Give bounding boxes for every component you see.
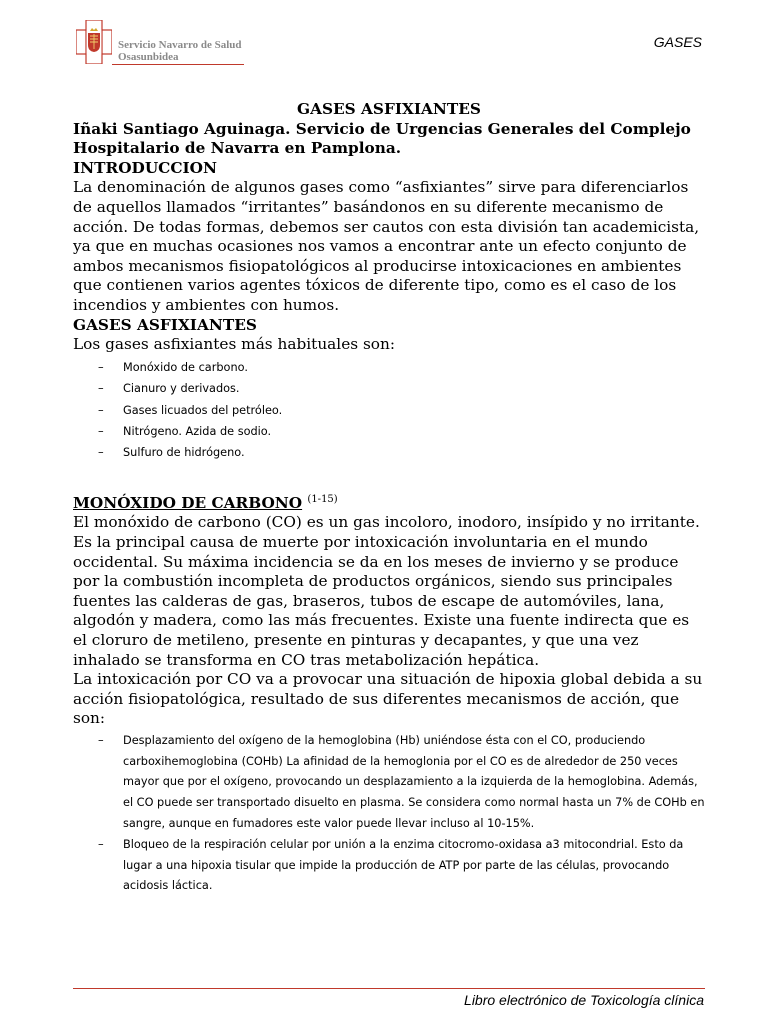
org-name-line1: Servicio Navarro de Salud <box>118 39 242 51</box>
list-item-text: Monóxido de carbono. <box>123 360 248 374</box>
list-item-text: Gases licuados del petróleo. <box>123 403 283 417</box>
navarra-cross-icon <box>76 20 112 62</box>
running-header-title: GASES <box>653 34 702 50</box>
gases-list <box>73 357 705 464</box>
dash-bullet: – <box>98 733 104 747</box>
list-item-text: Cianuro y derivados. <box>123 382 240 396</box>
co-mechanisms-list <box>73 731 705 897</box>
section-spacer <box>73 464 705 494</box>
header-rule <box>112 64 244 65</box>
list-item <box>73 421 705 442</box>
list-item <box>73 400 705 421</box>
dash-bullet: – <box>98 446 104 460</box>
co-paragraph-2: La intoxicación por CO va a provocar una situación de hipoxia global debida a su acción fisiopatológica, resultado de sus diferentes mecanismos de acción, que son: <box>73 670 703 728</box>
author-line: Iñaki Santiago Aguinaga. Servicio de Urgencias Generales del Complejo Hospitalario de Navarra en Pamplona. <box>73 119 691 158</box>
document-body <box>73 100 705 897</box>
gases-heading: GASES ASFIXIANTES <box>73 315 257 334</box>
list-item <box>73 442 705 463</box>
dash-bullet: – <box>98 360 104 374</box>
list-item-text: Nitrógeno. Azida de sodio. <box>123 424 272 438</box>
dash-bullet: – <box>98 424 104 438</box>
org-name <box>118 39 242 63</box>
list-item-text: Bloqueo de la respiración celular por unión a la enzima citocromo-oxidasa a3 mitocondrial. Esto da lugar a una hipoxia tisular que impide la producción de ATP por parte de las células, provocando acidosis láctica. <box>123 837 684 893</box>
list-item <box>73 378 705 399</box>
footer-rule <box>73 988 705 989</box>
list-item <box>73 357 705 378</box>
intro-paragraph: La denominación de algunos gases como “asfixiantes” sirve para diferenciarlos de aquellos llamados “irritantes” basándonos en su diferente mecanismo de acción. De todas formas, debemos ser cautos con esta división tan academicista, ya que en muchas ocasiones nos vamos a encontrar ante un efecto conjunto de ambos mecanismos fisiopatológicos al producirse intoxicaciones en ambientes que contienen varios agentes tóxicos de diferente tipo, como es el caso de los incendios y ambientes con humos. <box>73 178 700 314</box>
document-title: GASES ASFIXIANTES <box>297 100 481 118</box>
co-heading-line <box>73 494 705 514</box>
org-logo <box>76 20 242 63</box>
intro-heading: INTRODUCCION <box>73 158 217 177</box>
list-item <box>73 835 705 897</box>
dash-bullet: – <box>98 382 104 396</box>
dash-bullet: – <box>98 403 104 417</box>
co-heading: MONÓXIDO DE CARBONO <box>73 493 303 512</box>
gases-intro: Los gases asfixiantes más habituales son: <box>73 335 396 354</box>
list-item-text: Sulfuro de hidrógeno. <box>123 446 245 460</box>
org-name-line2: Osasunbidea <box>118 51 179 63</box>
page-header <box>0 0 768 80</box>
list-item-text: Desplazamiento del oxígeno de la hemoglobina (Hb) uniéndose ésta con el CO, produciendo carboxihemoglobina (COHb) La afinidad de la hemoglonia por el CO es de alrededor de 250 veces mayor que por el oxígeno, provocando un desplazamiento a la izquierda de la hemoglobina. Además, el CO puede ser transportado disuelto en plasma. Se considera como normal hasta un 7% de COHb en sangre, aunque en fumadores este valor puede llevar incluso al 10-15%. <box>123 733 705 831</box>
co-paragraph-1: El monóxido de carbono (CO) es un gas incoloro, inodoro, insípido y no irritante. Es la principal causa de muerte por intoxicación involuntaria en el mundo occidental. Su máxima incidencia se da en los meses de invierno y se produce por la combustión incompleta de productos orgánicos, siendo sus principales fuentes las calderas de gas, braseros, tubos de escape de automóviles, lana, algodón y madera, como las más frecuentes. Existe una fuente indirecta que es el cloruro de metileno, presente en pinturas y decapantes, y que una vez inhalado se transforma en CO tras metabolización hepática. <box>73 513 700 669</box>
footer-book-title: Libro electrónico de Toxicología clínica <box>464 992 704 1008</box>
co-reference: (1-15) <box>307 493 338 505</box>
dash-bullet: – <box>98 837 104 851</box>
list-item <box>73 731 705 835</box>
